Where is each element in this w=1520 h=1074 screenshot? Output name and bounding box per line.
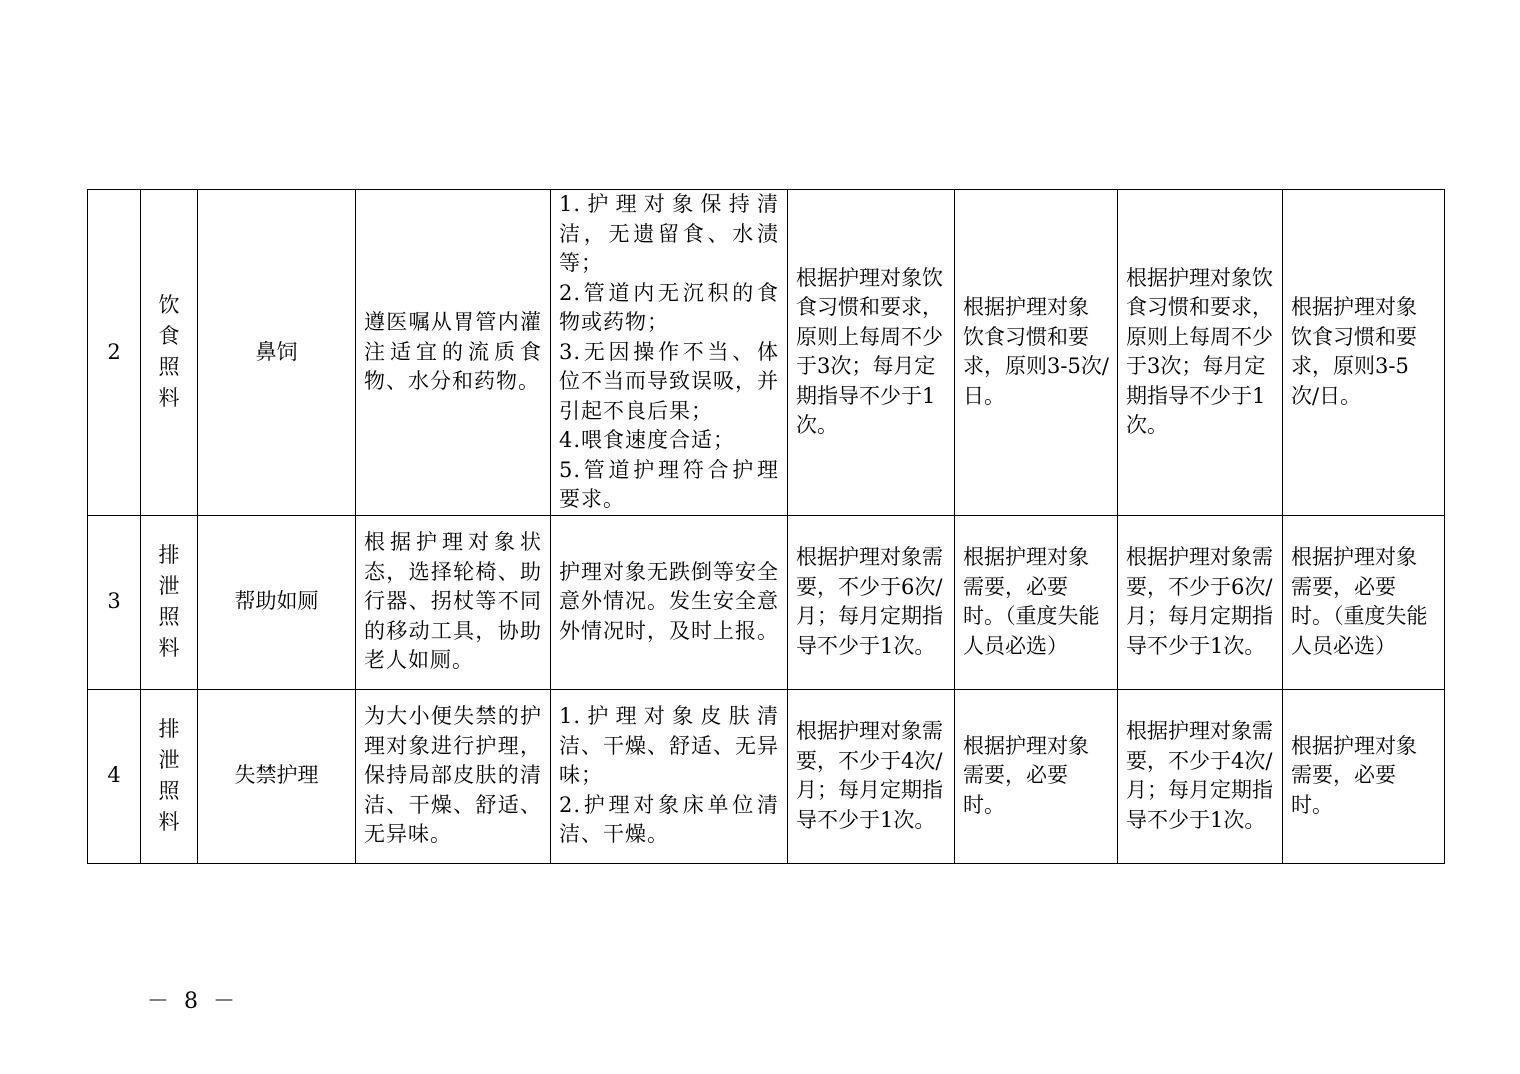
standard-line: 2.管道内无沉积的食物或药物；: [559, 280, 779, 334]
row-item: 鼻饲: [198, 190, 356, 516]
row-frequency-b: 根据护理对象需要，必要时。: [955, 689, 1118, 863]
row-standard: [551, 515, 788, 689]
row-frequency-c: 根据护理对象饮食习惯和要求，原则上每周不少于3次；每月定期指导不少于1次。: [1118, 190, 1283, 516]
row-item: 帮助如厕: [198, 515, 356, 689]
category-char: 排: [158, 717, 180, 741]
row-frequency-c: 根据护理对象需要，不少于6次/月；每月定期指导不少于1次。: [1118, 515, 1283, 689]
standard-line: 3.无因操作不当、体位不当而导致误吸，并引起不良后果；: [559, 339, 779, 423]
care-standards-table: [87, 189, 1445, 864]
category-char: 食: [158, 324, 180, 349]
row-frequency-a: 根据护理对象饮食习惯和要求，原则上每周不少于3次；每月定期指导不少于1次。: [788, 190, 955, 516]
category-char: 饮: [158, 293, 180, 318]
category-char: 料: [158, 810, 180, 834]
row-frequency-b: 根据护理对象需要，必要时。（重度失能人员必选）: [955, 515, 1118, 689]
row-frequency-b: 根据护理对象饮食习惯和要求，原则3-5次/日。: [955, 190, 1118, 516]
standard-line: 5.管道护理符合护理要求。: [559, 457, 779, 511]
category-char: 照: [158, 779, 180, 803]
standard-line: 2.护理对象床单位清洁、干燥。: [559, 792, 779, 847]
row-category: [141, 190, 198, 516]
row-number: 2: [88, 190, 141, 516]
page-number: － 8 －: [147, 989, 239, 1014]
row-frequency-d: 根据护理对象需要，必要时。（重度失能人员必选）: [1283, 515, 1445, 689]
table-row: [88, 190, 1445, 516]
row-frequency-a: 根据护理对象需要，不少于6次/月；每月定期指导不少于1次。: [788, 515, 955, 689]
row-number: 4: [88, 689, 141, 863]
standard-line: 1.护理对象皮肤清洁、干燥、舒适、无异味；: [559, 704, 779, 788]
row-standard: [551, 689, 788, 863]
row-category: [141, 515, 198, 689]
row-frequency-d: 根据护理对象饮食习惯和要求，原则3-5次/日。: [1283, 190, 1445, 516]
category-char: 排: [158, 543, 180, 567]
category-char: 料: [158, 636, 180, 660]
table-row: [88, 689, 1445, 863]
category-char: 泄: [158, 574, 180, 598]
row-content: 遵医嘱从胃管内灌注适宜的流质食物、水分和药物。: [356, 190, 551, 516]
category-char: 照: [158, 355, 180, 380]
standard-line: 4.喂食速度合适；: [559, 428, 736, 452]
row-item: 失禁护理: [198, 689, 356, 863]
standard-line: 1.护理对象保持清洁，无遗留食、水渍等；: [559, 192, 779, 275]
category-char: 泄: [158, 748, 180, 772]
row-frequency-a: 根据护理对象需要，不少于4次/月；每月定期指导不少于1次。: [788, 689, 955, 863]
row-category: [141, 689, 198, 863]
row-number: 3: [88, 515, 141, 689]
table-row: [88, 515, 1445, 689]
row-frequency-d: 根据护理对象需要，必要时。: [1283, 689, 1445, 863]
row-content: 根据护理对象状态，选择轮椅、助行器、拐杖等不同的移动工具，协助老人如厕。: [356, 515, 551, 689]
row-standard: [551, 190, 788, 516]
standard-line: 护理对象无跌倒等安全意外情况。发生安全意外情况时，及时上报。: [559, 559, 779, 643]
category-char: 照: [158, 605, 180, 629]
category-char: 料: [158, 386, 180, 411]
row-frequency-c: 根据护理对象需要，不少于4次/月；每月定期指导不少于1次。: [1118, 689, 1283, 863]
row-content: 为大小便失禁的护理对象进行护理，保持局部皮肤的清洁、干燥、舒适、无异味。: [356, 689, 551, 863]
